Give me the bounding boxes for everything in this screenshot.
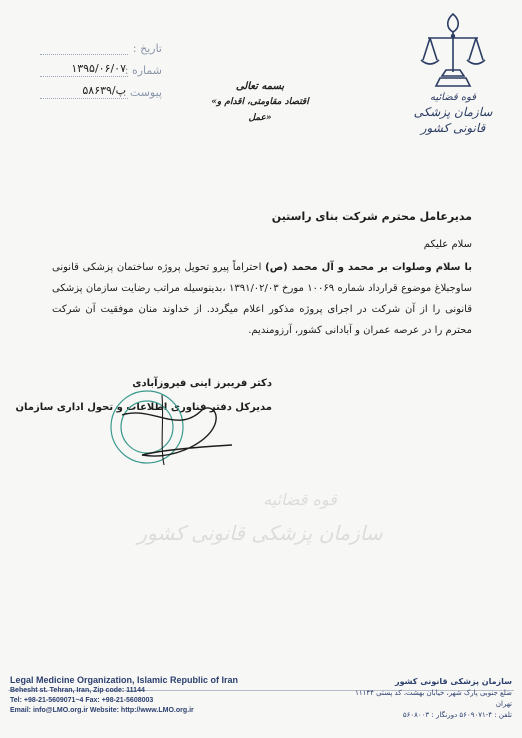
footer-address-en: Behesht st. Tehran, Iran, Zip code: 11144 [10,687,145,694]
number-row [40,62,162,84]
date-dotted-line [40,54,128,55]
recipient-line: مدیرعامل محترم شرکت بنای راستین [271,210,472,223]
signatory-name: دکتر فریبرز اینی فیروزآبادی [132,378,272,389]
judiciary-label: قوه قضائیه [429,92,477,103]
attachment-value: ۵۸۶۳۹/پ [82,84,126,97]
attachment-row [40,84,162,106]
opening-salutation: با سلام وصلوات بر محمد و آل محمد (ص) [265,262,472,273]
number-dotted-line [40,76,128,77]
signatory-title: مدیرکل دفتر فناوری اطلاعات و تحول اداری سازمان [15,402,272,413]
footer-org-en: Legal Medicine Organization, Islamic Republic of Iran [10,675,239,685]
judiciary-scales-emblem-icon [418,10,488,92]
bismillah-text: بسمه تعالی [235,81,285,92]
official-stamp-and-signature [102,375,252,475]
footer-phone-en: Tel: +98-21-5609071~4 Fax: +98-21-5608003 [10,697,154,704]
greeting-line: سلام علیکم [423,239,472,250]
watermark-line-2: سازمان پزشکی قانونی کشور [137,521,383,545]
body-text: احتراماً پیرو تحویل پروژه ساختمان پزشکی قانونی ساوجبلاغ موضوع قرارداد شماره ۱۰۰۶۹ مورخ ۱۳۹۱/۰۲/۰۳ ،بدینوسیله مراتب رضایت سازمان پزشکی قانونی را از آن شرکت در اجرای پروژه مذکور اعلام میگردد. از خداوند منان موفقیت آن شرکت محترم را در عرصه عمران و آبادانی کشور، آرزومندیم. [52,262,472,336]
watermark-line-1: قوه قضائیه [263,490,337,509]
bismillah-header [205,80,315,126]
number-value: ۱۳۹۵/۰۶/۰۷ [71,62,126,75]
organization-header [398,92,508,136]
footer-persian [262,676,512,721]
footer-web-en: Email: info@LMO.org.ir Website: http://www.LMO.org.ir [10,707,194,714]
attachment-dotted-line [40,98,128,99]
year-slogan: «اقتصاد مقاومتی، اقدام و عمل» [211,97,309,123]
letter-meta [40,40,162,106]
letter-body [52,257,472,341]
footer-org-fa: سازمان پزشکی قانونی کشور [395,677,512,686]
date-row [40,40,162,62]
organization-name: سازمان پزشکی قانونی کشور [413,105,493,135]
footer-english [10,674,270,716]
organization-watermark [137,480,383,560]
date-label: تاریخ : [132,42,162,55]
number-label: شماره : [124,64,162,77]
footer-city-fa: تهران [495,700,512,708]
footer-phone-fa: تلفن : ۴-۵۶۰۹۰۷۱ دورنگار : ۵۶۰۸۰۰۳ [402,711,512,719]
attachment-label: پیوست : [122,86,162,99]
footer-address-fa: ضلع جنوبی پارک شهر، خیابان بهشت، کد پستی ۱۱۱۴۴ [355,689,512,697]
